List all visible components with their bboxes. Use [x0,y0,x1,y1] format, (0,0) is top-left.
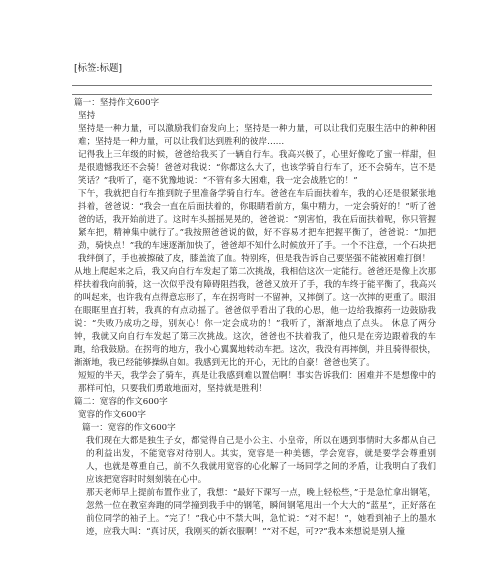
article-subheading: 宽容的作文600字 [78,410,146,420]
paragraph: 记得我上三年级的时候，爸爸给我买了一辆自行车。我高兴极了，心里好像吃了蜜一样甜，但是很遗憾我还不会骑！爸爸对我说：“你都这么大了，也该学骑自行车了，还不会骑车，岂不是笑话？”我听了，毫不犹豫地说：“不管有多大困难，我一定会战胜它的！” [78,150,436,186]
article-heading: 篇二：宽容的作文600字 [74,397,168,407]
paragraph: 我们现在大都是独生子女，都觉得自己是小公主、小皇帝，所以在遇到事情时大多都从自己的利益出发，不能宽容对待别人。其实，宽容是一种美德，学会宽容，就是要学会尊重别人，也就是尊重自己，前不久我就用宽容的心化解了一场同学之间的矛盾，让我明白了我们应该把宽容时时刻刻装在心中。 [86,436,436,485]
paragraph: 那天老师早上提前布置作业了，我想：“最好下课写一点，晚上轻松些，”于是急忙拿出钢笔，忽然一位在教室奔跑的同学撞到我手中的钢笔，瞬间钢笔甩出一个大大的“蓝星”，正好落在前位同学的袖子上。“完了！”我心中不禁大叫，急忙说：“对不起！”，她看到袖子上的墨水迹，应我大叫：“真讨厌，我刚买的新衣服啊！”“对不起，可??”我本来想说是别人撞 [86,488,436,537]
article-subtitle: 坚持 [78,111,96,121]
paragraph: 下午，我就把自行车推到院子里准备学骑自行车。爸爸在车后面扶着车，我的心还是很紧张地抖着，爸爸说：“我会一直在后面扶着的，你眼睛看前方，集中精力，一定会骑好的！”听了爸爸的话，我开始前进了。这时车头摇摇晃晃的，爸爸说：“别害怕，我在后面扶着呢，你只管握紧车把，精神集中就行了。”我按照爸爸说的做，好不容易才把车把握平衡了，爸爸说：“加把劲，骑快点！”我的车速逐渐加快了，爸爸却不知什么时候放开了手。一个不注意，一个石块把我绊倒了，手也被擦破了皮，膝盖流了血。特别疼，但是我告诉自己要坚强不能被困难打倒！ [78,189,436,264]
paragraph: 从地上爬起来之后，我又向自行车发起了第二次挑战，我相信这次一定能行。爸爸还是像上次那样扶着我向前骑，这一次似乎没有障碍阻挡我，爸爸又放开了手，我的车终于能平衡了，我高兴的叫起来，也许我有点得意忘形了，车在拐弯时一不留神，又摔倒了。这一次摔的更重了。眼泪在眼眶里直打转，我真的有点动摇了。爸爸似乎看出了我的心思，他一边给我擦药一边鼓励我说：“失败乃成功之母，别灰心！你一定会成功的！”我听了，渐渐地点了点头。 休息了两分钟，我就又向自行车发起了第三次挑战。这次，爸爸也不扶着我了，他只是在旁边跟着我的车跑，给我鼓励。在拐弯的地方，我小心翼翼地转动车把。这次，我没有再摔倒，并且骑得很快，渐渐地，我已经能够操纵自如。我感到无比的开心，无比的自豪！爸爸也笑了。 [74,267,436,368]
article-heading: 篇一：坚持作文600字 [74,98,160,108]
tag-line: [标签:标题] [74,63,122,74]
divider-line [72,85,432,86]
divider-line [72,94,432,95]
paragraph: 短短的半天，我学会了骑车，真是让我感到难以置信啊！事实告诉我们：困难并不是想像中的那样可怕，只要我们勇敢地面对，坚持就是胜利！ [78,371,436,394]
article-subsection: 篇一：宽容的作文600字 [82,423,176,433]
document-body [74,97,436,539]
paragraph: 坚持是一种力量，可以激励我们奋发向上；坚持是一种力量，可以让我们克服生活中的种种困难；坚持是一种力量，可以让我们达到胜利的彼岸…… [78,124,436,147]
